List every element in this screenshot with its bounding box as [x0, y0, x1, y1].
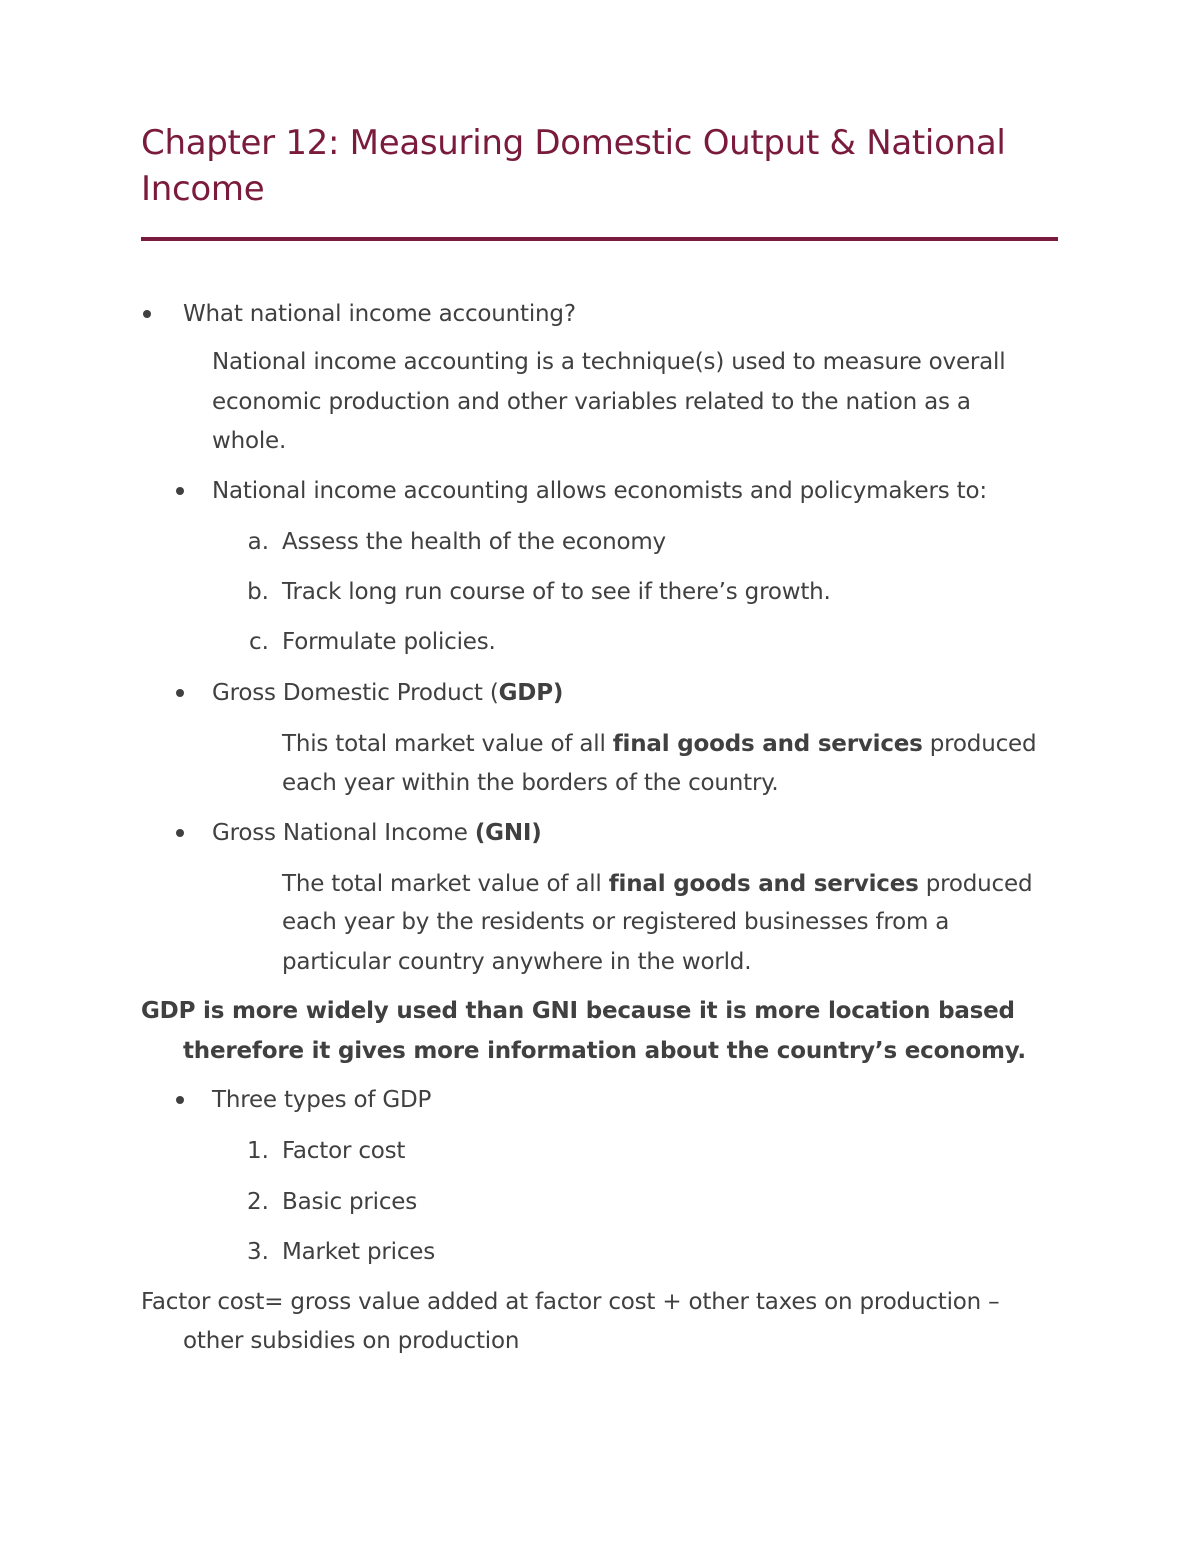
gdp-type-basic-prices: Basic prices — [282, 1189, 418, 1215]
bullet-icon — [176, 829, 184, 837]
list-marker-a: a. — [247, 529, 269, 555]
gni-def-text: The total market value of all — [282, 871, 609, 897]
bullet-icon — [176, 487, 184, 495]
list-marker-c: c. — [249, 629, 269, 655]
gdp-vs-gni-line-1 — [141, 991, 1015, 1031]
list-marker-3: 3. — [247, 1239, 269, 1265]
chapter-title-line-2: Income — [141, 169, 265, 209]
answer-line-3: whole. — [212, 428, 287, 454]
gdp-def-text: This total market value of all — [282, 731, 613, 757]
chapter-title — [141, 120, 1058, 212]
list-marker-2: 2. — [247, 1189, 269, 1215]
gni-definition-line-3: particular country anywhere in the world. — [282, 949, 752, 975]
gdp-vs-gni-line-2 — [183, 1031, 1026, 1071]
factor-cost-formula-line-2: other subsidies on production — [183, 1328, 520, 1354]
chapter-title-line-1: Chapter 12: Measuring Domestic Output & National — [141, 123, 1006, 163]
list-item-track-growth: Track long run course of to see if there’s growth. — [282, 579, 831, 605]
gdp-vs-gni-text-1: GDP is more widely used than GNI because it is more location based — [141, 998, 1015, 1024]
bullet-icon — [176, 1096, 184, 1104]
gdp-heading — [212, 673, 563, 713]
list-marker-1: 1. — [247, 1138, 269, 1164]
gdp-vs-gni-text-2: therefore it gives more information about the country’s economy. — [183, 1038, 1026, 1064]
gni-heading-abbrev: (GNI) — [474, 820, 542, 846]
list-item-formulate-policies: Formulate policies. — [282, 629, 496, 655]
gni-def-emphasis: final goods and services — [608, 871, 919, 897]
gdp-heading-abbrev: GDP) — [498, 680, 564, 706]
gni-definition-line-2: each year by the residents or registered businesses from a — [282, 909, 950, 935]
gdp-def-emphasis: final goods and services — [612, 731, 923, 757]
gni-def-text-end: produced — [918, 871, 1033, 897]
bullet-icon — [176, 689, 184, 697]
list-marker-b: b. — [247, 579, 269, 605]
list-item-assess-health: Assess the health of the economy — [282, 529, 666, 555]
factor-cost-formula-line-1: Factor cost= gross value added at factor cost + other taxes on production – — [141, 1289, 1000, 1315]
gdp-heading-text: Gross Domestic Product ( — [212, 680, 499, 706]
accounting-uses-intro: National income accounting allows economists and policymakers to: — [212, 478, 987, 504]
answer-line-1: National income accounting is a technique(s) used to measure overall — [212, 349, 1006, 375]
gdp-type-factor-cost: Factor cost — [282, 1138, 406, 1164]
gdp-types-intro: Three types of GDP — [212, 1087, 432, 1113]
question-national-income-accounting: What national income accounting? — [183, 301, 576, 327]
gdp-def-text-end: produced — [922, 731, 1037, 757]
title-underline-rule — [141, 237, 1058, 241]
answer-line-2: economic production and other variables related to the nation as a — [212, 389, 971, 415]
gni-heading-text: Gross National Income — [212, 820, 475, 846]
gni-definition-line-1 — [282, 864, 1032, 904]
gni-heading — [212, 813, 542, 853]
gdp-definition-line-2: each year within the borders of the country. — [282, 770, 779, 796]
bullet-icon — [143, 310, 151, 318]
gdp-type-market-prices: Market prices — [282, 1239, 435, 1265]
gdp-definition-line-1 — [282, 724, 1036, 764]
